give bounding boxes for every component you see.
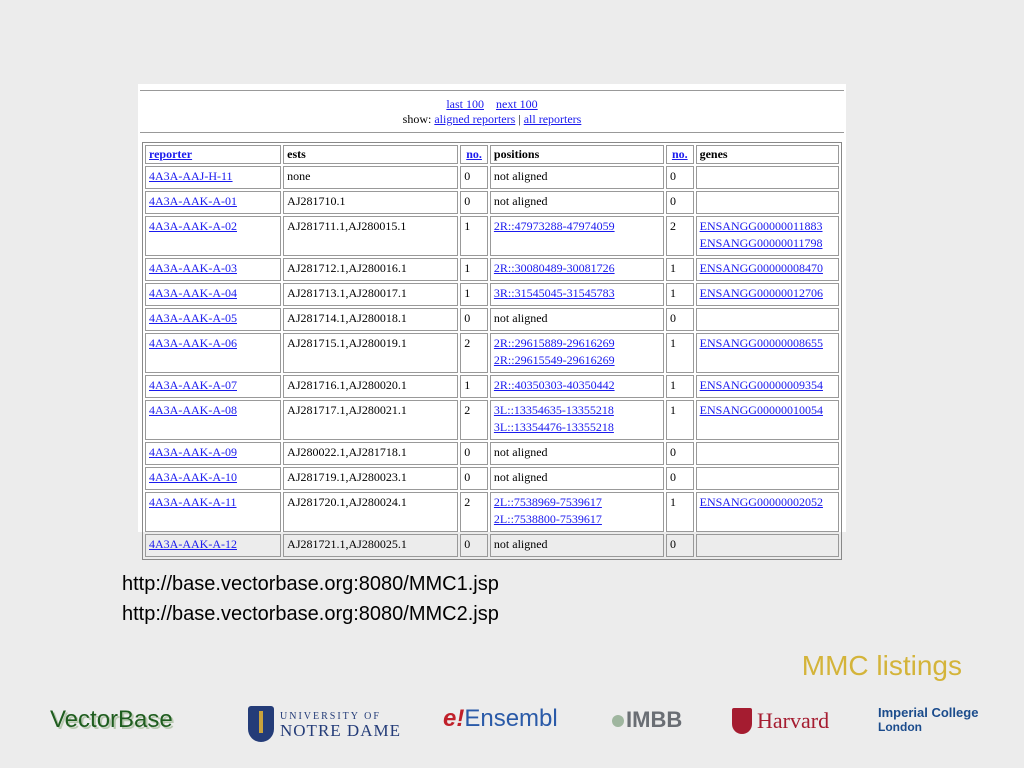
position-link[interactable]: 3L::13354635-13355218 bbox=[493, 403, 614, 417]
positions-cell bbox=[490, 534, 664, 557]
est-count-cell: 0 bbox=[460, 442, 488, 465]
genes-cell bbox=[696, 534, 839, 557]
col-genes-header: genes bbox=[696, 145, 839, 164]
genes-cell bbox=[696, 258, 839, 281]
genes-cell bbox=[696, 400, 839, 440]
table-row bbox=[145, 191, 839, 214]
gene-count-cell: 0 bbox=[666, 191, 694, 214]
gene-count-cell: 0 bbox=[666, 442, 694, 465]
est-count-cell: 1 bbox=[460, 216, 488, 256]
positions-cell bbox=[490, 191, 664, 214]
not-aligned-text: not aligned bbox=[493, 470, 548, 484]
gene-link[interactable]: ENSANGG00000011883 bbox=[699, 219, 823, 233]
not-aligned-text: not aligned bbox=[493, 537, 548, 551]
reporter-link[interactable]: 4A3A-AAK-A-12 bbox=[149, 537, 237, 551]
ests-cell: AJ281716.1,AJ280020.1 bbox=[283, 375, 458, 398]
positions-cell bbox=[490, 333, 664, 373]
ests-cell: AJ281711.1,AJ280015.1 bbox=[283, 216, 458, 256]
table-header-row bbox=[145, 145, 839, 164]
not-aligned-text: not aligned bbox=[493, 445, 548, 459]
sort-reporter-link[interactable]: reporter bbox=[149, 147, 193, 161]
all-reporters-link[interactable]: all reporters bbox=[523, 112, 582, 126]
ests-cell: AJ281715.1,AJ280019.1 bbox=[283, 333, 458, 373]
col-ests-header: ests bbox=[283, 145, 458, 164]
notre-dame-top-text: UNIVERSITY OF bbox=[280, 711, 381, 722]
est-count-cell: 2 bbox=[460, 333, 488, 373]
ests-cell: AJ281721.1,AJ280025.1 bbox=[283, 534, 458, 557]
table-row bbox=[145, 333, 839, 373]
est-count-cell: 1 bbox=[460, 375, 488, 398]
est-count-cell: 0 bbox=[460, 467, 488, 490]
gene-count-cell: 2 bbox=[666, 216, 694, 256]
filter-separator: | bbox=[518, 112, 521, 126]
reporter-cell bbox=[145, 492, 281, 532]
reporter-link[interactable]: 4A3A-AAK-A-06 bbox=[149, 336, 237, 350]
table-row bbox=[145, 258, 839, 281]
not-aligned-text: not aligned bbox=[493, 194, 548, 208]
est-count-cell: 2 bbox=[460, 492, 488, 532]
screenshot-panel bbox=[138, 84, 846, 551]
ensembl-e-mark: e! bbox=[443, 705, 465, 732]
position-link[interactable]: 2R::47973288-47974059 bbox=[493, 219, 615, 233]
harvard-shield-icon bbox=[732, 708, 752, 734]
col-est-count-header[interactable] bbox=[460, 145, 488, 164]
genes-cell bbox=[696, 308, 839, 331]
bottom-divider bbox=[140, 132, 844, 133]
est-count-cell: 0 bbox=[460, 534, 488, 557]
gene-count-cell: 1 bbox=[666, 400, 694, 440]
gene-count-cell: 1 bbox=[666, 333, 694, 373]
ests-cell: AJ281713.1,AJ280017.1 bbox=[283, 283, 458, 306]
table-row bbox=[145, 442, 839, 465]
col-positions-header: positions bbox=[490, 145, 664, 164]
reporter-link[interactable]: 4A3A-AAK-A-03 bbox=[149, 261, 237, 275]
ests-cell: AJ281710.1 bbox=[283, 191, 458, 214]
est-count-cell: 1 bbox=[460, 283, 488, 306]
col-reporter-header[interactable] bbox=[145, 145, 281, 164]
reporter-link[interactable]: 4A3A-AAK-A-11 bbox=[149, 495, 237, 509]
table-row bbox=[145, 467, 839, 490]
gene-count-cell: 0 bbox=[666, 534, 694, 557]
gene-count-cell: 1 bbox=[666, 375, 694, 398]
gene-link[interactable]: ENSANGG00000002052 bbox=[699, 495, 823, 509]
slide-title: MMC listings bbox=[801, 650, 962, 681]
ensembl-text: Ensembl bbox=[464, 705, 558, 732]
ests-cell: AJ280022.1,AJ281718.1 bbox=[283, 442, 458, 465]
gene-link[interactable]: ENSANGG00000012706 bbox=[699, 286, 823, 300]
position-link[interactable]: 2L::7538800-7539617 bbox=[493, 512, 602, 526]
reporter-cell bbox=[145, 375, 281, 398]
position-link[interactable]: 3L::13354476-13355218 bbox=[493, 420, 614, 434]
reporter-cell bbox=[145, 400, 281, 440]
genes-cell bbox=[696, 442, 839, 465]
table-row bbox=[145, 375, 839, 398]
reporter-cell bbox=[145, 283, 281, 306]
gene-link[interactable]: ENSANGG00000008655 bbox=[699, 336, 823, 350]
position-link[interactable]: 2R::29615889-29616269 bbox=[493, 336, 615, 350]
ests-cell: AJ281719.1,AJ280023.1 bbox=[283, 467, 458, 490]
reporter-link[interactable]: 4A3A-AAK-A-08 bbox=[149, 403, 237, 417]
ests-cell: AJ281717.1,AJ280021.1 bbox=[283, 400, 458, 440]
est-count-cell: 0 bbox=[460, 166, 488, 189]
reporter-cell bbox=[145, 216, 281, 256]
table-row bbox=[145, 534, 839, 557]
vectorbase-logo: VectorBase bbox=[50, 706, 173, 733]
reporter-table bbox=[142, 142, 842, 560]
url-mmc2: http://base.vectorbase.org:8080/MMC2.jsp bbox=[122, 603, 499, 625]
reporter-cell bbox=[145, 333, 281, 373]
genes-cell bbox=[696, 216, 839, 256]
gene-count-cell: 1 bbox=[666, 283, 694, 306]
show-filter bbox=[138, 112, 846, 127]
sort-gene-count-link[interactable]: no. bbox=[671, 147, 688, 161]
position-link[interactable]: 2R::29615549-29616269 bbox=[493, 353, 615, 367]
notre-dame-logo bbox=[248, 706, 401, 742]
table-body bbox=[145, 166, 839, 557]
position-link[interactable]: 3R::31545045-31545783 bbox=[493, 286, 615, 300]
position-link[interactable]: 2R::40350303-40350442 bbox=[493, 378, 615, 392]
est-count-cell: 1 bbox=[460, 258, 488, 281]
reporter-cell bbox=[145, 258, 281, 281]
positions-cell bbox=[490, 375, 664, 398]
genes-cell bbox=[696, 467, 839, 490]
table-row bbox=[145, 308, 839, 331]
reporter-cell bbox=[145, 191, 281, 214]
notre-dame-shield-icon bbox=[248, 706, 274, 742]
sort-est-count-link[interactable]: no. bbox=[466, 147, 482, 161]
next-100-link[interactable]: next 100 bbox=[496, 97, 538, 111]
notre-dame-bottom-text: NOTRE DAME bbox=[280, 721, 401, 740]
imbb-globe-icon bbox=[612, 715, 624, 727]
col-gene-count-header[interactable] bbox=[666, 145, 694, 164]
positions-cell bbox=[490, 166, 664, 189]
gene-count-cell: 0 bbox=[666, 467, 694, 490]
ensembl-logo bbox=[443, 705, 558, 733]
reporter-link[interactable]: 4A3A-AAK-A-09 bbox=[149, 445, 237, 459]
imperial-college-logo bbox=[878, 706, 978, 734]
reporter-link[interactable]: 4A3A-AAK-A-10 bbox=[149, 470, 237, 484]
table-row bbox=[145, 216, 839, 256]
reporter-cell bbox=[145, 534, 281, 557]
table-row bbox=[145, 283, 839, 306]
positions-cell bbox=[490, 258, 664, 281]
ests-cell: AJ281714.1,AJ280018.1 bbox=[283, 308, 458, 331]
url-mmc1: http://base.vectorbase.org:8080/MMC1.jsp bbox=[122, 573, 499, 595]
harvard-logo bbox=[732, 708, 829, 734]
reporter-cell bbox=[145, 308, 281, 331]
reporter-cell bbox=[145, 442, 281, 465]
positions-cell bbox=[490, 467, 664, 490]
table-row bbox=[145, 166, 839, 189]
est-count-cell: 0 bbox=[460, 308, 488, 331]
positions-cell bbox=[490, 400, 664, 440]
positions-cell bbox=[490, 492, 664, 532]
imbb-text: IMBB bbox=[626, 707, 683, 732]
gene-link[interactable]: ENSANGG00000009354 bbox=[699, 378, 823, 392]
gene-count-cell: 1 bbox=[666, 492, 694, 532]
positions-cell bbox=[490, 283, 664, 306]
genes-cell bbox=[696, 166, 839, 189]
ests-cell: AJ281720.1,AJ280024.1 bbox=[283, 492, 458, 532]
genes-cell bbox=[696, 375, 839, 398]
gene-count-cell: 0 bbox=[666, 166, 694, 189]
not-aligned-text: not aligned bbox=[493, 169, 548, 183]
reporter-link[interactable]: 4A3A-AAK-A-01 bbox=[149, 194, 237, 208]
last-100-link[interactable]: last 100 bbox=[446, 97, 484, 111]
position-link[interactable]: 2L::7538969-7539617 bbox=[493, 495, 602, 509]
genes-cell bbox=[696, 191, 839, 214]
reporter-cell bbox=[145, 467, 281, 490]
ests-cell: AJ281712.1,AJ280016.1 bbox=[283, 258, 458, 281]
genes-cell bbox=[696, 492, 839, 532]
positions-cell bbox=[490, 216, 664, 256]
est-count-cell: 0 bbox=[460, 191, 488, 214]
gene-count-cell: 0 bbox=[666, 308, 694, 331]
table-row bbox=[145, 400, 839, 440]
table-row bbox=[145, 492, 839, 532]
not-aligned-text: not aligned bbox=[493, 311, 548, 325]
positions-cell bbox=[490, 442, 664, 465]
gene-link[interactable]: ENSANGG00000011798 bbox=[699, 236, 823, 250]
imbb-logo bbox=[612, 707, 682, 733]
reporter-link[interactable]: 4A3A-AAJ-H-11 bbox=[149, 169, 233, 183]
ests-cell: none bbox=[283, 166, 458, 189]
pager-nav bbox=[138, 97, 846, 112]
gene-count-cell: 1 bbox=[666, 258, 694, 281]
reporter-link[interactable]: 4A3A-AAK-A-07 bbox=[149, 378, 237, 392]
reporter-link[interactable]: 4A3A-AAK-A-04 bbox=[149, 286, 237, 300]
top-divider bbox=[140, 90, 844, 91]
positions-cell bbox=[490, 308, 664, 331]
genes-cell bbox=[696, 283, 839, 306]
harvard-text: Harvard bbox=[757, 708, 830, 733]
reporter-link[interactable]: 4A3A-AAK-A-02 bbox=[149, 219, 237, 233]
reporter-cell bbox=[145, 166, 281, 189]
imperial-bottom-text: London bbox=[878, 720, 922, 734]
position-link[interactable]: 2R::30080489-30081726 bbox=[493, 261, 615, 275]
imperial-top-text: Imperial College bbox=[878, 705, 979, 720]
show-label: show: bbox=[402, 112, 432, 126]
genes-cell bbox=[696, 333, 839, 373]
gene-link[interactable]: ENSANGG00000010054 bbox=[699, 403, 823, 417]
gene-link[interactable]: ENSANGG00000008470 bbox=[699, 261, 823, 275]
reporter-link[interactable]: 4A3A-AAK-A-05 bbox=[149, 311, 237, 325]
est-count-cell: 2 bbox=[460, 400, 488, 440]
aligned-reporters-link[interactable]: aligned reporters bbox=[434, 112, 516, 126]
